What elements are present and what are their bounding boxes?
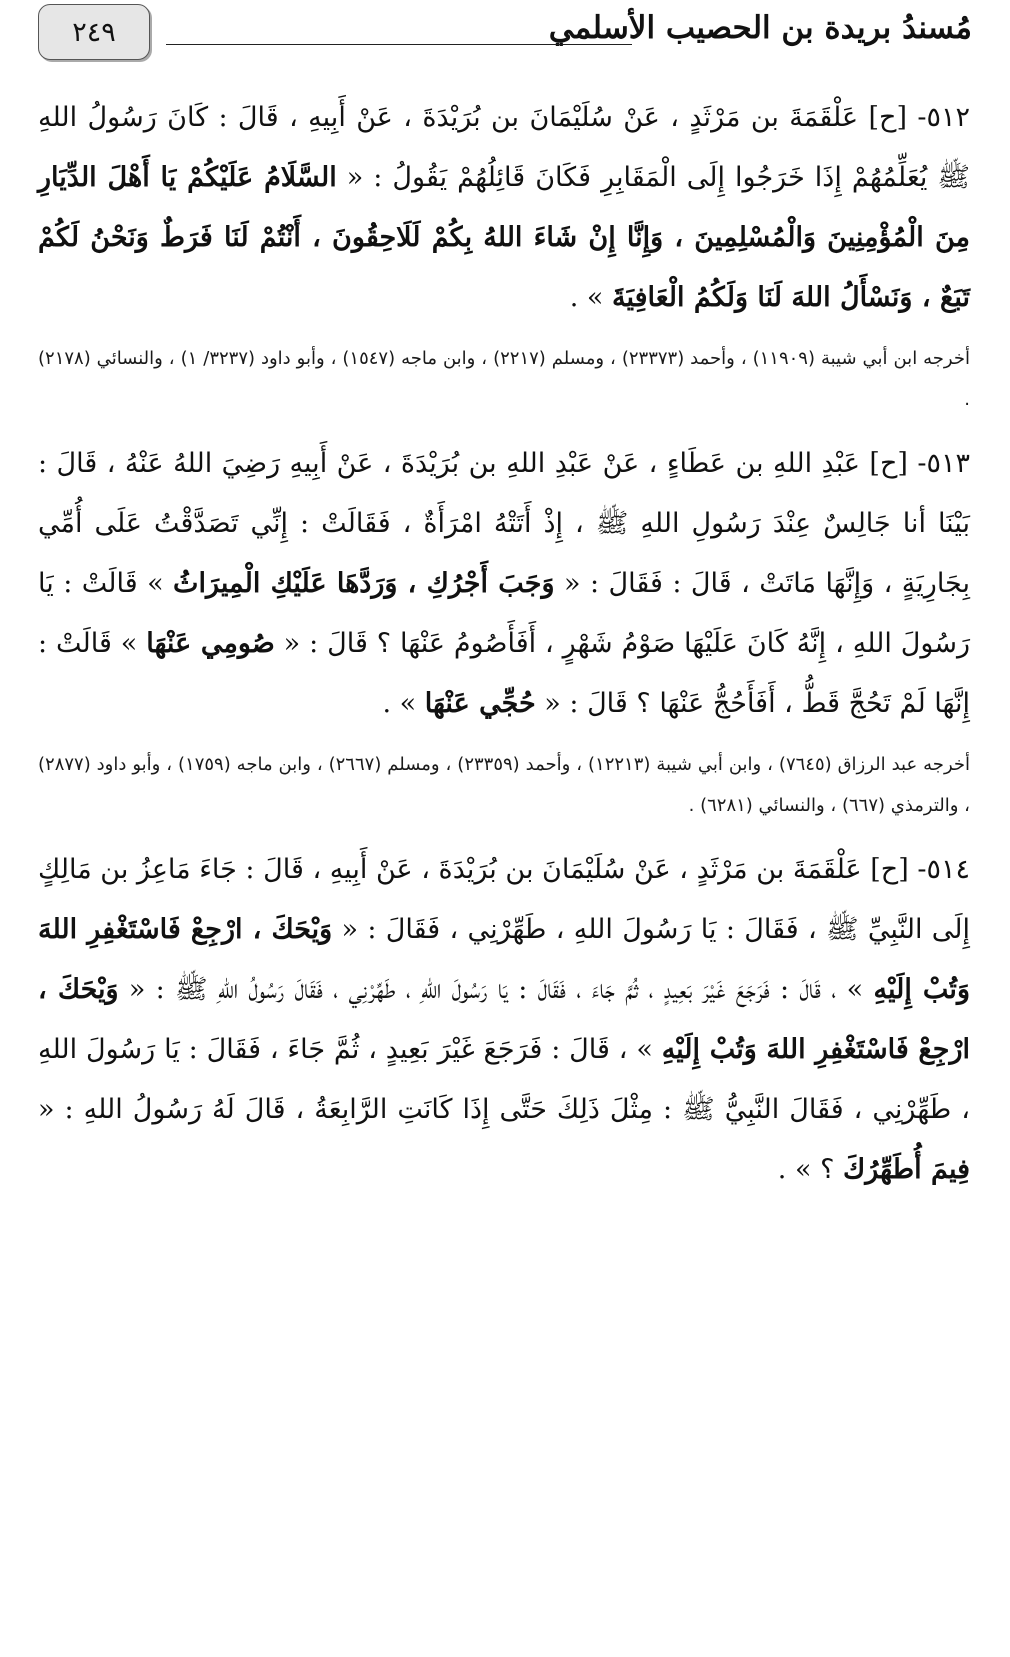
hadith-quote: فِيمَ أُطَهِّرُكَ: [842, 1154, 970, 1185]
hadith-number: ٥١٤- [ح]: [870, 854, 970, 885]
hadith-quote: حُجِّي عَنْهَا: [424, 688, 536, 719]
hadith-quote: السَّلَامُ عَلَيْكُمْ يَا أَهْلَ الدِّيَارِ مِنَ الْمُؤْمِنِينَ وَالْمُسْلِمِينَ ، وَإِنَّا إِنْ شَاءَ اللهُ بِكُمْ لَلَاحِقُونَ ، أَنْتُمْ لَنَا فَرَطٌ وَنَحْنُ لَكُمْ تَبَعٌ ، وَنَسْأَلُ اللهَ لَنَا وَلَكُمُ الْعَافِيَةَ: [38, 162, 970, 313]
hadith-text: » قَالَتْ : إِنَّهَا لَمْ تَحُجَّ قَطُّ ، أَفَأَحُجُّ عَنْهَا ؟ قَالَ : «: [38, 628, 970, 719]
header-rule: [166, 44, 632, 45]
hadith-text: عَلْقَمَةَ بن مَرْثَدٍ ، عَنْ سُلَيْمَانَ بن بُرَيْدَةَ ، عَنْ أَبِيهِ ، قَالَ : كَانَ رَسُولُ اللهِ ﷺ يُعَلِّمُهُمْ إِذَا خَرَجُوا إِلَى الْمَقَابِرِ فَكَانَ قَائِلُهُمْ يَقُولُ : «: [38, 102, 970, 193]
running-title: مُسندُ بريدة بن الحصيب الأسلمي: [548, 10, 972, 46]
hadith-text: » ، قَالَ : فَرَجَعَ غَيْرَ بَعِيدٍ ، ثُمَّ جَاءَ ، فَقَالَ : يَا رَسُولَ اللهِ ، طَهِّرْنِي ، فَقَالَ النَّبِيُّ ﷺ : مِثْلَ ذَلِكَ حَتَّى إِذَا كَانَتِ الرَّابِعَةُ ، قَالَ لَهُ رَسُولُ اللهِ : «: [38, 1034, 970, 1125]
hadith-quote: صُومِي عَنْهَا: [146, 628, 275, 659]
hadith-text: » .: [382, 688, 425, 719]
hadith-text: عَلْقَمَةَ بن مَرْثَدٍ ، عَنْ سُلَيْمَانَ بن بُرَيْدَةَ ، عَنْ أَبِيهِ ، قَالَ : جَاءَ مَاعِزُ بن مَالِكٍ إِلَى النَّبِيِّ ﷺ ، فَقَالَ : يَا رَسُولَ اللهِ ، طَهِّرْنِي ، فَقَالَ : «: [38, 854, 971, 945]
hadith-quote: وَيْحَكَ ، ارْجِعْ فَاسْتَغْفِرِ اللهَ وَتُبْ إِلَيْهِ: [38, 914, 970, 1005]
page-number: ٢٤٩: [72, 16, 116, 48]
hadith-512: [38, 88, 970, 328]
page-number-badge: [38, 4, 150, 60]
hadith-text: » ، قَالَ : فَرَجَعَ غَيْرَ بَعِيدٍ ، ثُمَّ جَاءَ ، فَقَالَ : يَا رَسُولَ اللهِ ، طَهِّرْنِي ، فَقَالَ رَسُولُ اللهِ ﷺ : «: [118, 974, 874, 1005]
hadith-text: » .: [569, 282, 612, 313]
hadith-text: عَبْدِ اللهِ بن عَطَاءٍ ، عَنْ عَبْدِ اللهِ بن بُرَيْدَةَ ، عَنْ أَبِيهِ رَضِيَ اللهُ عَنْهُ ، قَالَ : بَيْنَا أنا جَالِسٌ عِنْدَ رَسُولِ اللهِ ﷺ ، إِذْ أَتَتْهُ امْرَأَةٌ ، فَقَالَتْ : إِنِّي تَصَدَّقْتُ عَلَى أُمِّي بِجَارِيَةٍ ، وَإِنَّهَا مَاتَتْ ، قَالَ : فَقَالَ : «: [38, 448, 970, 599]
takhrij-512: أخرجه ابن أبي شيبة (١١٩٠٩) ، وأحمد (٢٣٣٧٣) ، ومسلم (٢٢١٧) ، وابن ماجه (١٥٤٧) ، وأبو داود (٣٢٣٧/ ١) ، والنسائي (٢١٧٨) .: [38, 348, 970, 410]
page-content: [38, 88, 970, 1200]
page-header: [38, 4, 972, 64]
hadith-513: [38, 434, 970, 734]
hadith-number: ٥١٢- [ح]: [868, 102, 971, 133]
takhrij-513: أخرجه عبد الرزاق (٧٦٤٥) ، وابن أبي شيبة (١٢٢١٣) ، وأحمد (٢٣٣٥٩) ، ومسلم (٢٦٦٧) ، وابن ماجه (١٧٥٩) ، وأبو داود (٢٨٧٧) ، والترمذي (٦٦٧) ، والنسائي (٦٢٨١) .: [38, 754, 970, 816]
hadith-text: » قَالَتْ : يَا رَسُولَ اللهِ ، إِنَّهُ كَانَ عَلَيْهَا صَوْمُ شَهْرٍ ، أَفَأَصُومُ عَنْهَا ؟ قَالَ : «: [38, 568, 971, 659]
hadith-text: ؟ » .: [777, 1154, 843, 1185]
hadith-quote: وَيْحَكَ ، ارْجِعْ فَاسْتَغْفِرِ اللهَ وَتُبْ إِلَيْهِ: [38, 974, 970, 1065]
hadith-number: ٥١٣- [ح]: [869, 448, 970, 479]
hadith-quote: وَجَبَ أَجْرُكِ ، وَرَدَّهَا عَلَيْكِ الْمِيرَاثُ: [173, 568, 555, 599]
hadith-514: [38, 840, 970, 1200]
